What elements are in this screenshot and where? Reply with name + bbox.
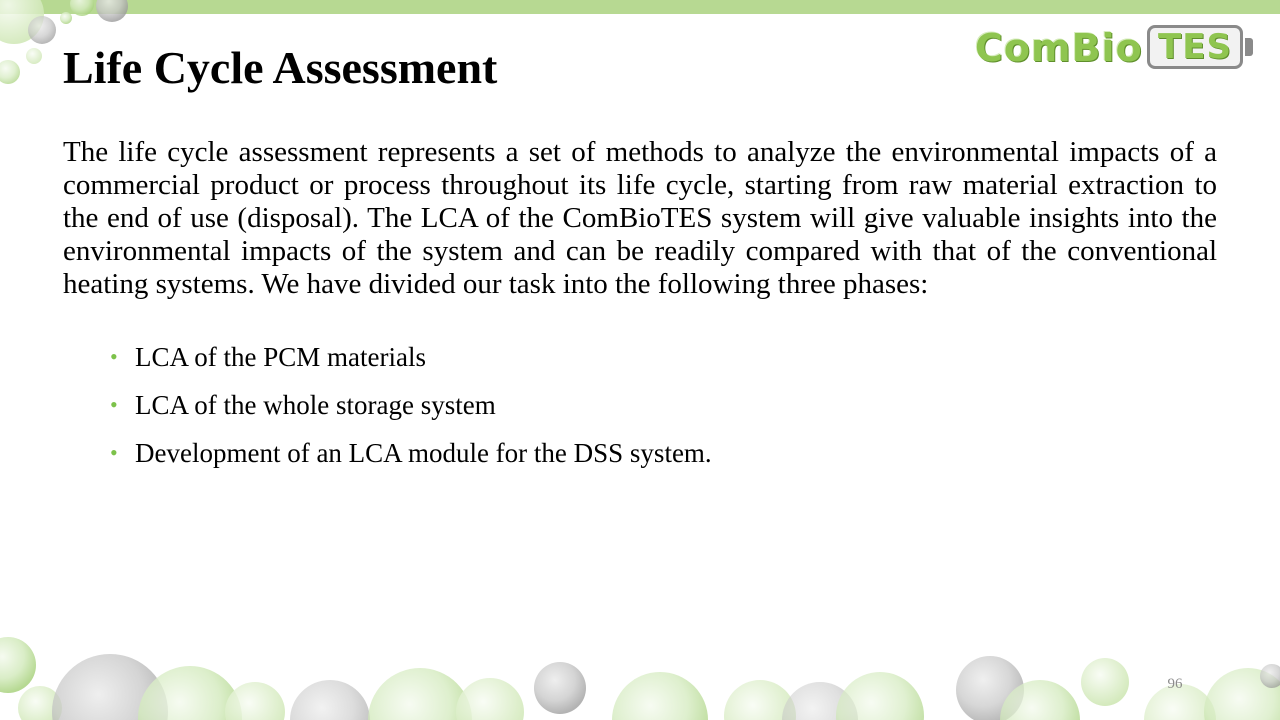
- bullet-item: [110, 340, 712, 388]
- body-paragraph: The life cycle assessment represents a set of methods to analyze the environmental impacts of a commercial product or process throughout its life cycle, starting from raw material extraction to the end of use (disposal). The LCA of the ComBioTES system will give valuable insights into the environmental impacts of the system and can be readily compared with that of the conventional heating systems. We have divided our task into the following three phases:: [63, 136, 1217, 300]
- bullet-item: [110, 436, 712, 484]
- bubble: [0, 60, 20, 84]
- bubble: [836, 672, 924, 720]
- logo-battery-tip: [1245, 38, 1253, 56]
- logo-badge: TES: [1147, 25, 1243, 69]
- bullet-icon: •: [110, 440, 118, 465]
- bubble: [534, 662, 586, 714]
- bullet-text: LCA of the whole storage system: [135, 390, 496, 420]
- logo-text: ComBio: [975, 26, 1143, 70]
- bubble: [290, 680, 370, 720]
- bubble: [26, 48, 42, 64]
- bubble: [225, 682, 285, 720]
- page-number: 96: [1167, 676, 1183, 692]
- combiotes-logo: [975, 22, 1265, 74]
- bullet-list: [110, 340, 712, 484]
- bubble: [28, 16, 56, 44]
- slide-title: Life Cycle Assessment: [63, 42, 498, 93]
- bubble: [0, 637, 36, 693]
- bubble: [456, 678, 524, 720]
- bubble: [60, 12, 72, 24]
- bullet-text: LCA of the PCM materials: [135, 342, 426, 372]
- bubble: [1081, 658, 1129, 706]
- bubble: [612, 672, 708, 720]
- bullet-icon: •: [110, 392, 118, 417]
- bullet-text: Development of an LCA module for the DSS system.: [135, 438, 712, 468]
- bullet-icon: •: [110, 344, 118, 369]
- bubble: [96, 0, 128, 22]
- bullet-item: [110, 388, 712, 436]
- bubble: [70, 0, 94, 16]
